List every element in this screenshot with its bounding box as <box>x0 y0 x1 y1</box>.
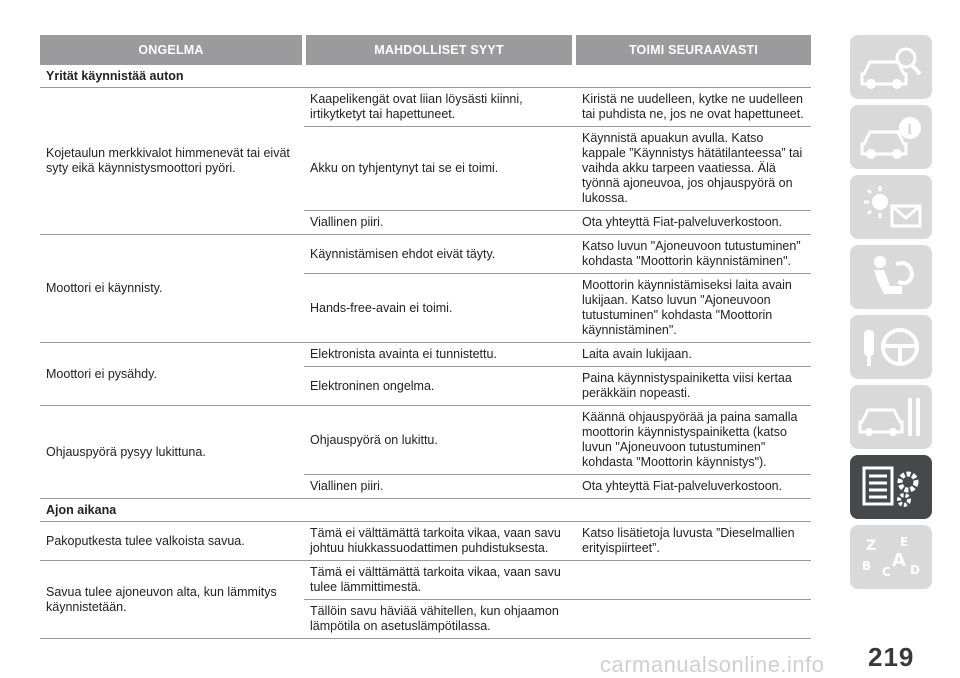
tab-car-info[interactable] <box>850 105 932 169</box>
cause-cell: Tällöin savu häviää vähitellen, kun ohjaamon lämpötila on asetuslämpötilassa. <box>310 604 559 633</box>
problem-cell: Kojetaulun merkkivalot himmenevät tai eivät syty eikä käynnistysmoottori pyöri. <box>46 146 290 175</box>
table-row <box>304 599 811 638</box>
cause-cell: Tämä ei välttämättä tarkoita vikaa, vaan savu johtuu hiukkassuodattimen puhdistuksesta. <box>310 526 561 555</box>
problem-cell: Ohjauspyörä pysyy lukittuna. <box>46 444 206 459</box>
problem-cell: Pakoputkesta tulee valkoista savua. <box>46 533 245 548</box>
table-row <box>304 406 811 474</box>
table-row <box>304 210 811 234</box>
action-cell: Moottorin käynnistämiseksi laita avain lukijaan. Katso luvun "Ajoneuvoon tutustuminen" kohdasta "Moottorin käynnistäminen". <box>582 278 792 337</box>
tab-warning-lights[interactable] <box>850 175 932 239</box>
table-row <box>304 273 811 342</box>
table-group <box>40 406 811 499</box>
page-number: 219 <box>868 642 915 672</box>
action-cell: Laita avain lukijaan. <box>582 347 692 361</box>
table-group <box>40 522 811 561</box>
car-info-icon <box>856 112 926 162</box>
airbag-seat-icon <box>856 252 926 302</box>
table-row <box>304 522 811 560</box>
car-tools-icon <box>856 392 926 442</box>
tab-alphabet-index[interactable] <box>850 525 932 589</box>
list-gear-icon <box>856 462 926 512</box>
car-search-icon <box>856 42 926 92</box>
problem-cell: Savua tulee ajoneuvon alta, kun lämmitys käynnistetään. <box>46 584 277 614</box>
cause-cell: Hands-free-avain ei toimi. <box>310 300 453 315</box>
table-row <box>304 235 811 273</box>
table-group <box>40 561 811 639</box>
header-causes: MAHDOLLISET SYYT <box>306 35 572 65</box>
section-title: Yrität käynnistää auton <box>40 65 811 88</box>
action-cell: Kiristä ne uudelleen, kytke ne uudelleen tai puhdista ne, jos ne ovat hapettuneet. <box>582 92 804 121</box>
action-cell <box>576 561 811 599</box>
svg-text:C: C <box>882 565 891 579</box>
table-row <box>304 561 811 599</box>
table-row <box>304 343 811 366</box>
problem-cell: Moottori ei käynnisty. <box>46 281 163 295</box>
table-header <box>40 35 811 65</box>
tab-car-tools[interactable] <box>850 385 932 449</box>
svg-text:E: E <box>900 535 909 549</box>
cause-cell: Tämä ei välttämättä tarkoita vikaa, vaan savu tulee lämmittimestä. <box>310 565 561 594</box>
svg-text:A: A <box>892 550 906 571</box>
table-group <box>40 235 811 343</box>
key-steering-wheel-icon <box>856 322 926 372</box>
svg-text:i: i <box>907 122 913 138</box>
action-cell: Käännä ohjauspyörää ja paina samalla moottorin käynnistyspainiketta (katso luvun "Ajoneuvoon tutustuminen" kohdasta "Moottorin käynnistys"). <box>582 410 798 469</box>
svg-text:B: B <box>862 559 872 573</box>
action-cell: Katso luvun "Ajoneuvoon tutustuminen" kohdasta "Moottorin käynnistäminen". <box>582 239 801 268</box>
troubleshooting-table <box>40 35 811 639</box>
action-cell: Ota yhteyttä Fiat-palveluverkostoon. <box>582 215 783 229</box>
table-row <box>304 366 811 405</box>
watermark: carmanualsonline.info <box>600 652 825 677</box>
header-problem: ONGELMA <box>40 35 302 65</box>
chapter-tabs <box>850 35 932 595</box>
table-group <box>40 88 811 235</box>
problem-cell: Moottori ei pysähdy. <box>46 366 157 381</box>
action-cell: Katso lisätietoja luvusta ”Dieselmallien erityispiirteet”. <box>582 526 795 555</box>
action-cell <box>576 600 811 638</box>
svg-text:Z: Z <box>866 538 877 554</box>
svg-text:D: D <box>910 563 920 577</box>
table-group <box>40 343 811 406</box>
cause-cell: Käynnistämisen ehdot eivät täyty. <box>310 246 496 261</box>
alphabet-index-icon <box>856 532 926 582</box>
action-cell: Ota yhteyttä Fiat-palveluverkostoon. <box>582 479 783 493</box>
header-actions: TOIMI SEURAAVASTI <box>576 35 811 65</box>
tab-list-gear[interactable] <box>850 455 932 519</box>
table-row <box>304 126 811 210</box>
action-cell: Paina käynnistyspainiketta viisi kertaa peräkkäin nopeasti. <box>582 371 792 400</box>
cause-cell: Ohjauspyörä on lukittu. <box>310 432 438 447</box>
table-row <box>304 474 811 498</box>
table-row <box>304 88 811 126</box>
cause-cell: Viallinen piiri. <box>310 215 384 229</box>
cause-cell: Viallinen piiri. <box>310 479 384 493</box>
cause-cell: Elektronista avainta ei tunnistettu. <box>310 347 497 361</box>
action-cell: Käynnistä apuakun avulla. Katso kappale ”Käynnistys hätätilanteessa” tai vaihda akku tarpeen vaatiessa. Älä työnnä ajoneuvoa, jos ohjauspyörä on lukossa. <box>582 131 803 205</box>
cause-cell: Kaapelikengät ovat liian löysästi kiinni, irtikytketyt tai hapettuneet. <box>310 92 523 121</box>
cause-cell: Akku on tyhjentynyt tai se ei toimi. <box>310 161 499 175</box>
cause-cell: Elektroninen ongelma. <box>310 378 435 393</box>
tab-key-steering[interactable] <box>850 315 932 379</box>
section-title: Ajon aikana <box>40 499 811 522</box>
tab-airbag-seat[interactable] <box>850 245 932 309</box>
tab-car-search[interactable] <box>850 35 932 99</box>
warning-lights-icon <box>856 182 926 232</box>
